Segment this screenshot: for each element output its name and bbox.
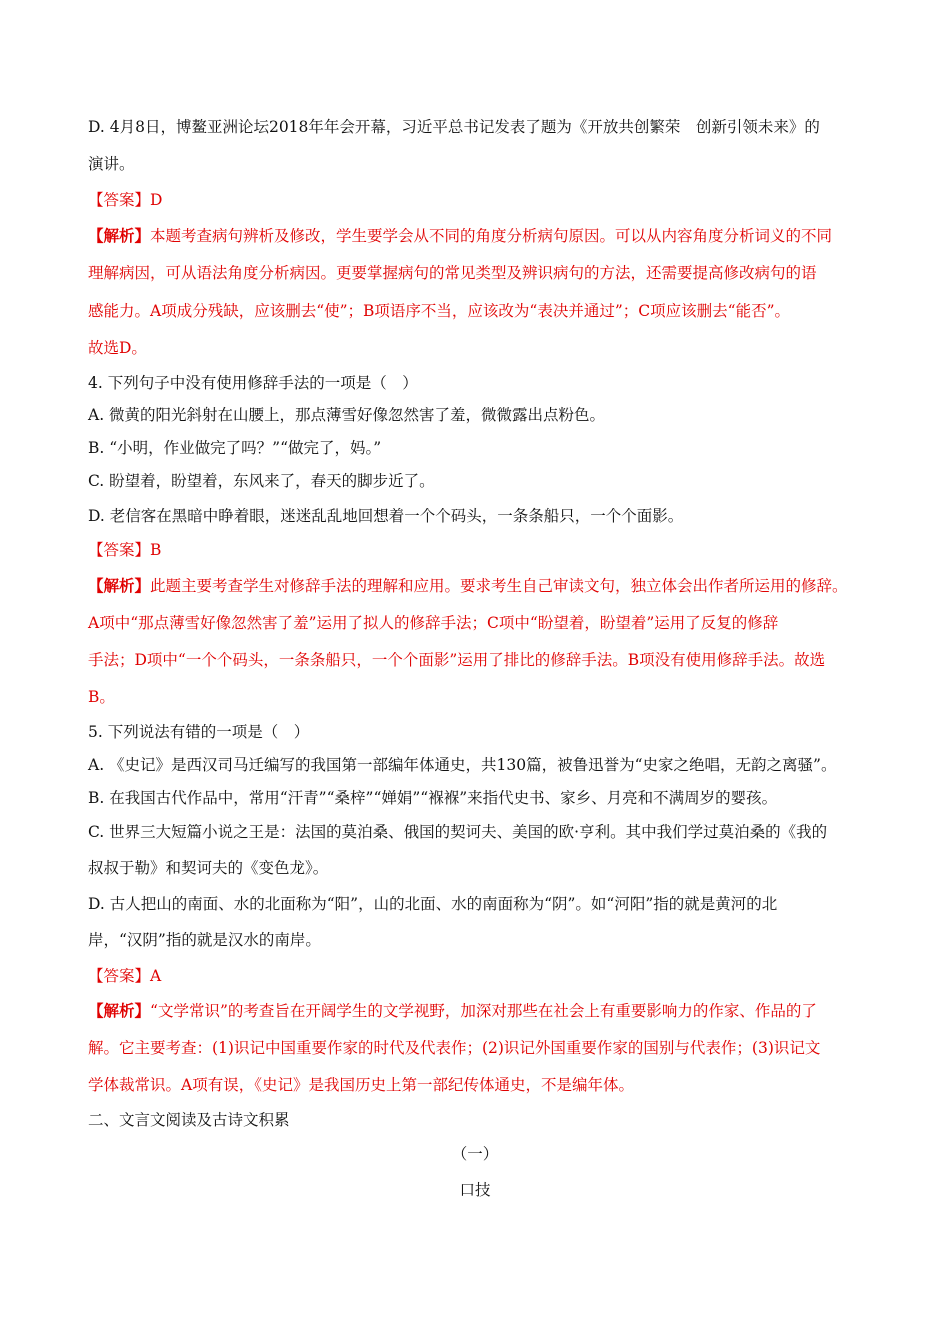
q5-analysis-line3: 学体裁常识。A项有误，《史记》是我国历史上第一部纪传体通史，不是编年体。	[88, 1076, 634, 1094]
analysis-text: 本题考查病句辨析及修改，学生要学会从不同的角度分析病句原因。可以从内容角度分析词义的不同	[150, 227, 833, 245]
q3-analysis	[88, 226, 868, 246]
q3-analysis-line4: 故选D。	[88, 339, 147, 357]
q4-analysis-line4: B。	[88, 688, 115, 706]
passage-title: 口技	[459, 1181, 491, 1199]
q5-option-a: A. 《史记》是西汉司马迁编写的我国第一部编年体通史，共130篇，被鲁迅誉为“史家之绝唱，无韵之离骚”。	[88, 756, 837, 774]
q4-option-a: A. 微黄的阳光斜射在山腰上，那点薄雪好像忽然害了羞，微微露出点粉色。	[88, 406, 606, 424]
q3-answer: 【答案】D	[88, 191, 163, 209]
q5-analysis	[88, 1001, 868, 1021]
q4-option-c: C. 盼望着，盼望着，东风来了，春天的脚步近了。	[88, 472, 435, 490]
analysis-label: 【解析】	[88, 1001, 151, 1020]
analysis-label: 【解析】	[88, 576, 151, 595]
analysis-text: “文学常识”的考查旨在开阔学生的文学视野，加深对那些在社会上有重要影响力的作家、作品的了	[150, 1002, 817, 1020]
q4-analysis-line3: 手法；D项中“一个个码头，一条条船只，一个个面影”运用了排比的修辞手法。B项没有使用修辞手法。故选	[88, 651, 826, 669]
q3-option-d: D. 4月8日，博鳌亚洲论坛2018年年会开幕，习近平总书记发表了题为《开放共创繁荣 创新引领未来》的	[88, 118, 820, 136]
q5-option-b: B. 在我国古代作品中，常用“汗青”“桑梓”“婵娟”“褓褓”来指代史书、家乡、月亮和不满周岁的婴孩。	[88, 789, 778, 807]
section-heading: 二、文言文阅读及古诗文积累	[88, 1111, 290, 1129]
q4-analysis-line2: A项中“那点薄雪好像忽然害了羞”运用了拟人的修辞手法；C项中“盼望着，盼望着”运用了反复的修辞	[88, 614, 779, 632]
q5-option-c: C. 世界三大短篇小说之王是：法国的莫泊桑、俄国的契诃夫、美国的欧·亨利。其中我们学过莫泊桑的《我的	[88, 823, 828, 841]
q4-analysis	[88, 576, 868, 596]
section-sub-number: （一）	[451, 1145, 499, 1163]
q4-answer: 【答案】B	[88, 541, 162, 559]
q5-option-d: D. 古人把山的南面、水的北面称为“阳”，山的北面、水的南面称为“阴”。如“河阳”指的就是黄河的北	[88, 895, 778, 913]
q5-option-d-cont: 岸，“汉阴”指的就是汉水的南岸。	[88, 931, 321, 949]
q4-option-d: D. 老信客在黑暗中睁着眼，迷迷乱乱地回想着一个个码头，一条条船只，一个个面影。	[88, 507, 684, 525]
q4-option-b: B. “小明，作业做完了吗？”“做完了，妈。”	[88, 439, 382, 457]
q5-answer: 【答案】A	[88, 967, 162, 985]
q3-option-d-cont: 演讲。	[88, 155, 135, 173]
analysis-text: 此题主要考查学生对修辞手法的理解和应用。要求考生自己审读文句，独立体会出作者所运用的修辞。	[150, 577, 848, 595]
q5-stem: 5. 下列说法有错的一项是（ ）	[88, 723, 310, 741]
analysis-label: 【解析】	[88, 226, 151, 245]
q4-stem: 4. 下列句子中没有使用修辞手法的一项是（ ）	[88, 374, 418, 392]
q3-analysis-line2: 理解病因，可从语法角度分析病因。更要掌握病句的常见类型及辨识病句的方法，还需要提高修改病句的语	[88, 264, 817, 282]
q3-analysis-line3: 感能力。A项成分残缺，应该删去“使”；B项语序不当，应该改为“表决并通过”；C项应该删去“能否”。	[88, 302, 790, 320]
q5-option-c-cont: 叔叔于勒》和契诃夫的《变色龙》。	[88, 859, 329, 877]
q5-analysis-line2: 解。它主要考查：(1)识记中国重要作家的时代及代表作；(2)识记外国重要作家的国别与代表作；(3)识记文	[88, 1039, 821, 1057]
